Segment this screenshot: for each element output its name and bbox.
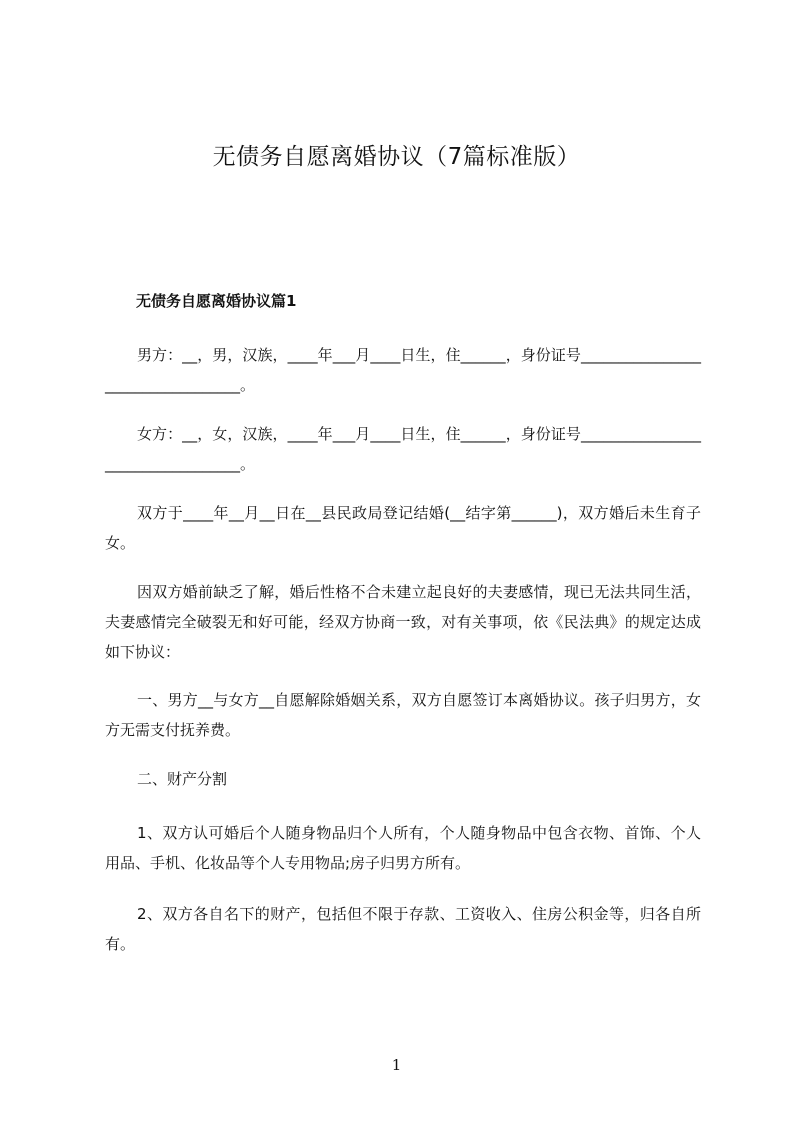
document-title: 无债务自愿离婚协议（7篇标准版） [212, 144, 581, 170]
paragraph-clause-one: 一、男方__与女方__自愿解除婚姻关系，双方自愿签订本离婚协议。孩子归男方，女方无需支付抚养费。 [105, 691, 701, 739]
paragraph-clause-two-heading: 二、财产分割 [137, 770, 228, 788]
paragraph-husband-info: 男方：__，男，汉族，____年___月____日生，住______，身份证号__________________________________。 [105, 346, 701, 394]
section-heading: 无债务自愿离婚协议篇1 [136, 292, 297, 310]
paragraph-property-item-2: 2、双方各自名下的财产，包括但不限于存款、工资收入、住房公积金等，归各自所有。 [105, 905, 701, 953]
paragraph-wife-info: 女方：__，女，汉族，____年___月____日生，住______，身份证号__________________________________。 [105, 425, 701, 473]
paragraph-marriage-registration: 双方于____年__月__日在__县民政局登记结婚(__结字第______)，双方婚后未生育子女。 [105, 504, 701, 552]
paragraph-reason: 因双方婚前缺乏了解，婚后性格不合未建立起良好的夫妻感情，现已无法共同生活，夫妻感情完全破裂无和好可能，经双方协商一致，对有关事项，依《民法典》的规定达成如下协议： [105, 583, 701, 661]
page-number: 1 [391, 1056, 402, 1074]
paragraph-property-item-1: 1、双方认可婚后个人随身物品归个人所有，个人随身物品中包含衣物、首饰、个人用品、手机、化妆品等个人专用物品;房子归男方所有。 [105, 824, 701, 872]
